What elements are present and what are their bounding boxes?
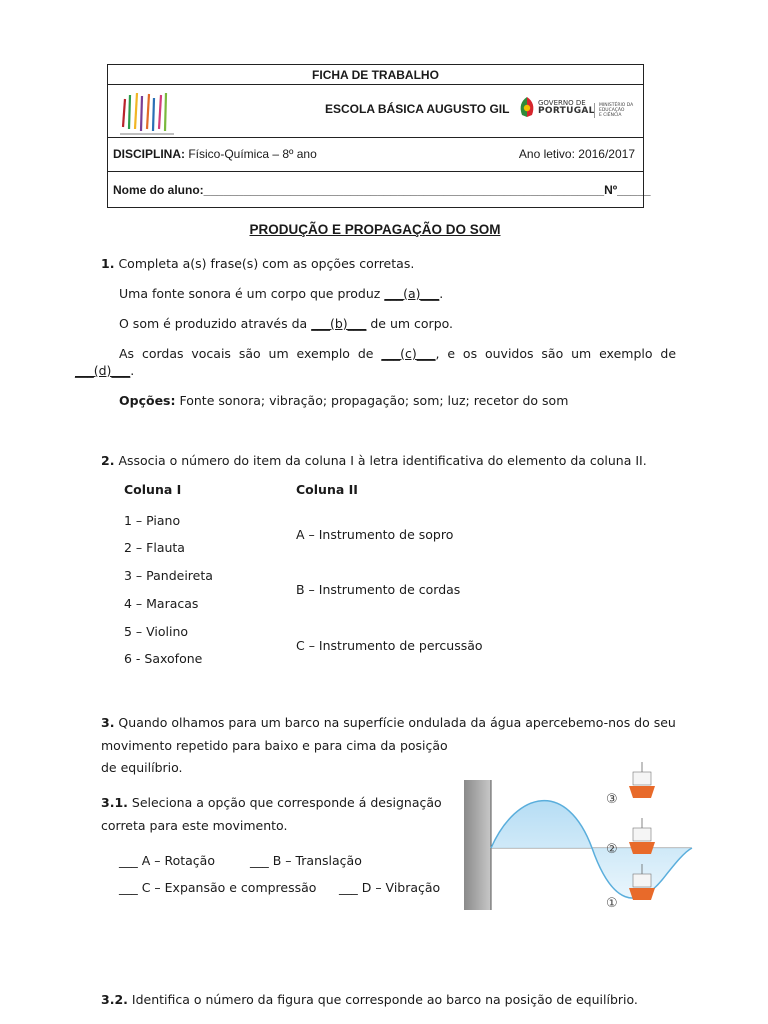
column-1-item: 2 – Flauta bbox=[124, 540, 185, 555]
option-b[interactable]: ___ B – Translação bbox=[250, 853, 362, 868]
q32-number: 3.2. bbox=[101, 992, 128, 1007]
ministry-line-1: MINISTÉRIO DA EDUCAÇÃO bbox=[599, 103, 634, 113]
column-2-item: C – Instrumento de percussão bbox=[296, 638, 483, 653]
wave-fill bbox=[491, 801, 692, 898]
q3-line-3: de equilíbrio. bbox=[101, 760, 183, 775]
option-d[interactable]: ___ D – Vibração bbox=[339, 880, 441, 895]
student-number-label: Nº bbox=[604, 183, 618, 197]
column-1-item: 3 – Pandeireta bbox=[124, 568, 213, 583]
column-1-item: 5 – Violino bbox=[124, 624, 189, 639]
school-name: ESCOLA BÁSICA AUGUSTO GIL bbox=[325, 102, 510, 116]
q1-sentence-a bbox=[119, 286, 443, 301]
q1-sentence-c-continuation bbox=[75, 363, 134, 378]
column-1-item: 4 – Maracas bbox=[124, 596, 199, 611]
header-discipline-row bbox=[108, 138, 643, 172]
column-2-item: B – Instrumento de cordas bbox=[296, 582, 461, 597]
column-1-item: 6 - Saxofone bbox=[124, 651, 203, 666]
blank-a[interactable]: ___(a)___ bbox=[384, 286, 440, 301]
blank-d[interactable]: ___(d)___ bbox=[75, 363, 131, 378]
option-a[interactable]: ___ A – Rotação bbox=[119, 853, 215, 868]
portugal-government-logo-icon bbox=[518, 95, 536, 119]
q1-sentence-c-text: As cordas vocais são um exemplo de bbox=[119, 346, 382, 361]
q31-line-2: correta para este movimento. bbox=[101, 818, 288, 833]
q1-sentence-b-text: O som é produzido através da bbox=[119, 316, 312, 331]
q2-number: 2. bbox=[101, 453, 115, 468]
q2-prompt-text: Associa o número do item da coluna I à letra identificativa do elemento da coluna II. bbox=[118, 453, 647, 468]
government-line-2: PORTUGAL bbox=[538, 106, 595, 116]
student-name-field[interactable] bbox=[113, 183, 651, 197]
boat-middle-icon bbox=[629, 818, 655, 854]
figure-label-2: ② bbox=[606, 842, 618, 857]
options-label: Opções: bbox=[119, 393, 176, 408]
option-c[interactable]: ___ C – Expansão e compressão bbox=[119, 880, 317, 895]
header-title-row bbox=[108, 65, 643, 85]
discipline-value: Físico-Química – 8º ano bbox=[188, 147, 317, 161]
options-text: Fonte sonora; vibração; propagação; som; luz; recetor do som bbox=[175, 393, 569, 408]
q2-prompt bbox=[101, 453, 647, 468]
school-logo-icon bbox=[118, 91, 176, 135]
q1-sentence-a-end: . bbox=[439, 286, 444, 301]
q3-line-2: movimento repetido para baixo e para cima da posição bbox=[101, 738, 448, 753]
wave-boat-figure bbox=[462, 760, 694, 912]
header-table bbox=[107, 64, 651, 208]
wall bbox=[464, 780, 491, 910]
discipline-label: DISCIPLINA: bbox=[113, 147, 185, 161]
boat-top-icon bbox=[629, 762, 655, 798]
q3-line-1 bbox=[101, 715, 676, 730]
page-title: PRODUÇÃO E PROPAGAÇÃO DO SOM bbox=[249, 222, 501, 237]
school-year: Ano letivo: 2016/2017 bbox=[518, 147, 635, 161]
blank-b[interactable]: ___(b)___ bbox=[311, 316, 367, 331]
q31-number: 3.1. bbox=[101, 795, 128, 810]
ministry-text bbox=[594, 103, 643, 118]
header-school-row bbox=[108, 85, 643, 138]
q3-line-1-text: Quando olhamos para um barco na superfície ondulada da água apercebemo-nos do seu bbox=[114, 715, 676, 730]
figure-label-1: ① bbox=[606, 896, 618, 911]
ministry-line-2: E CIÊNCIA bbox=[599, 113, 622, 118]
q1-sentence-c bbox=[119, 346, 676, 361]
q32-line bbox=[101, 992, 638, 1007]
column-1-header: Coluna I bbox=[124, 482, 182, 497]
blank-c[interactable]: ___(c)___ bbox=[381, 346, 436, 361]
student-number-line[interactable]: _____ bbox=[617, 183, 651, 197]
q1-sentence-a-text: Uma fonte sonora é um corpo que produz bbox=[119, 286, 385, 301]
q1-number: 1. bbox=[101, 256, 115, 271]
q1-sentence-b bbox=[119, 316, 453, 331]
discipline-field bbox=[113, 147, 317, 161]
q32-text: Identifica o número da figura que corresponde ao barco na posição de equilíbrio. bbox=[127, 992, 638, 1007]
q31-line-1 bbox=[101, 795, 442, 810]
q31-line-1-text: Seleciona a opção que corresponde á designação bbox=[127, 795, 442, 810]
column-2-header: Coluna II bbox=[296, 482, 358, 497]
worksheet-title: FICHA DE TRABALHO bbox=[312, 68, 439, 82]
q1-prompt-text: Completa a(s) frase(s) com as opções corretas. bbox=[118, 256, 415, 271]
q3-number: 3. bbox=[101, 715, 115, 730]
government-text bbox=[538, 99, 595, 115]
q1-options bbox=[119, 393, 568, 408]
figure-label-3: ③ bbox=[606, 792, 618, 807]
q1-sentence-c-end: , e os ouvidos são um exemplo de bbox=[435, 346, 677, 361]
column-2-item: A – Instrumento de sopro bbox=[296, 527, 454, 542]
q1-sentence-b-end: de um corpo. bbox=[366, 316, 454, 331]
student-name-line[interactable]: ____________________________________________________________ bbox=[203, 183, 605, 197]
q1-sentence-c-final: . bbox=[130, 363, 135, 378]
q1-prompt bbox=[101, 256, 414, 271]
student-name-label: Nome do aluno: bbox=[113, 183, 204, 197]
government-line-1: GOVERNO DE bbox=[538, 99, 586, 107]
header-student-row bbox=[108, 172, 651, 207]
column-1-item: 1 – Piano bbox=[124, 513, 181, 528]
